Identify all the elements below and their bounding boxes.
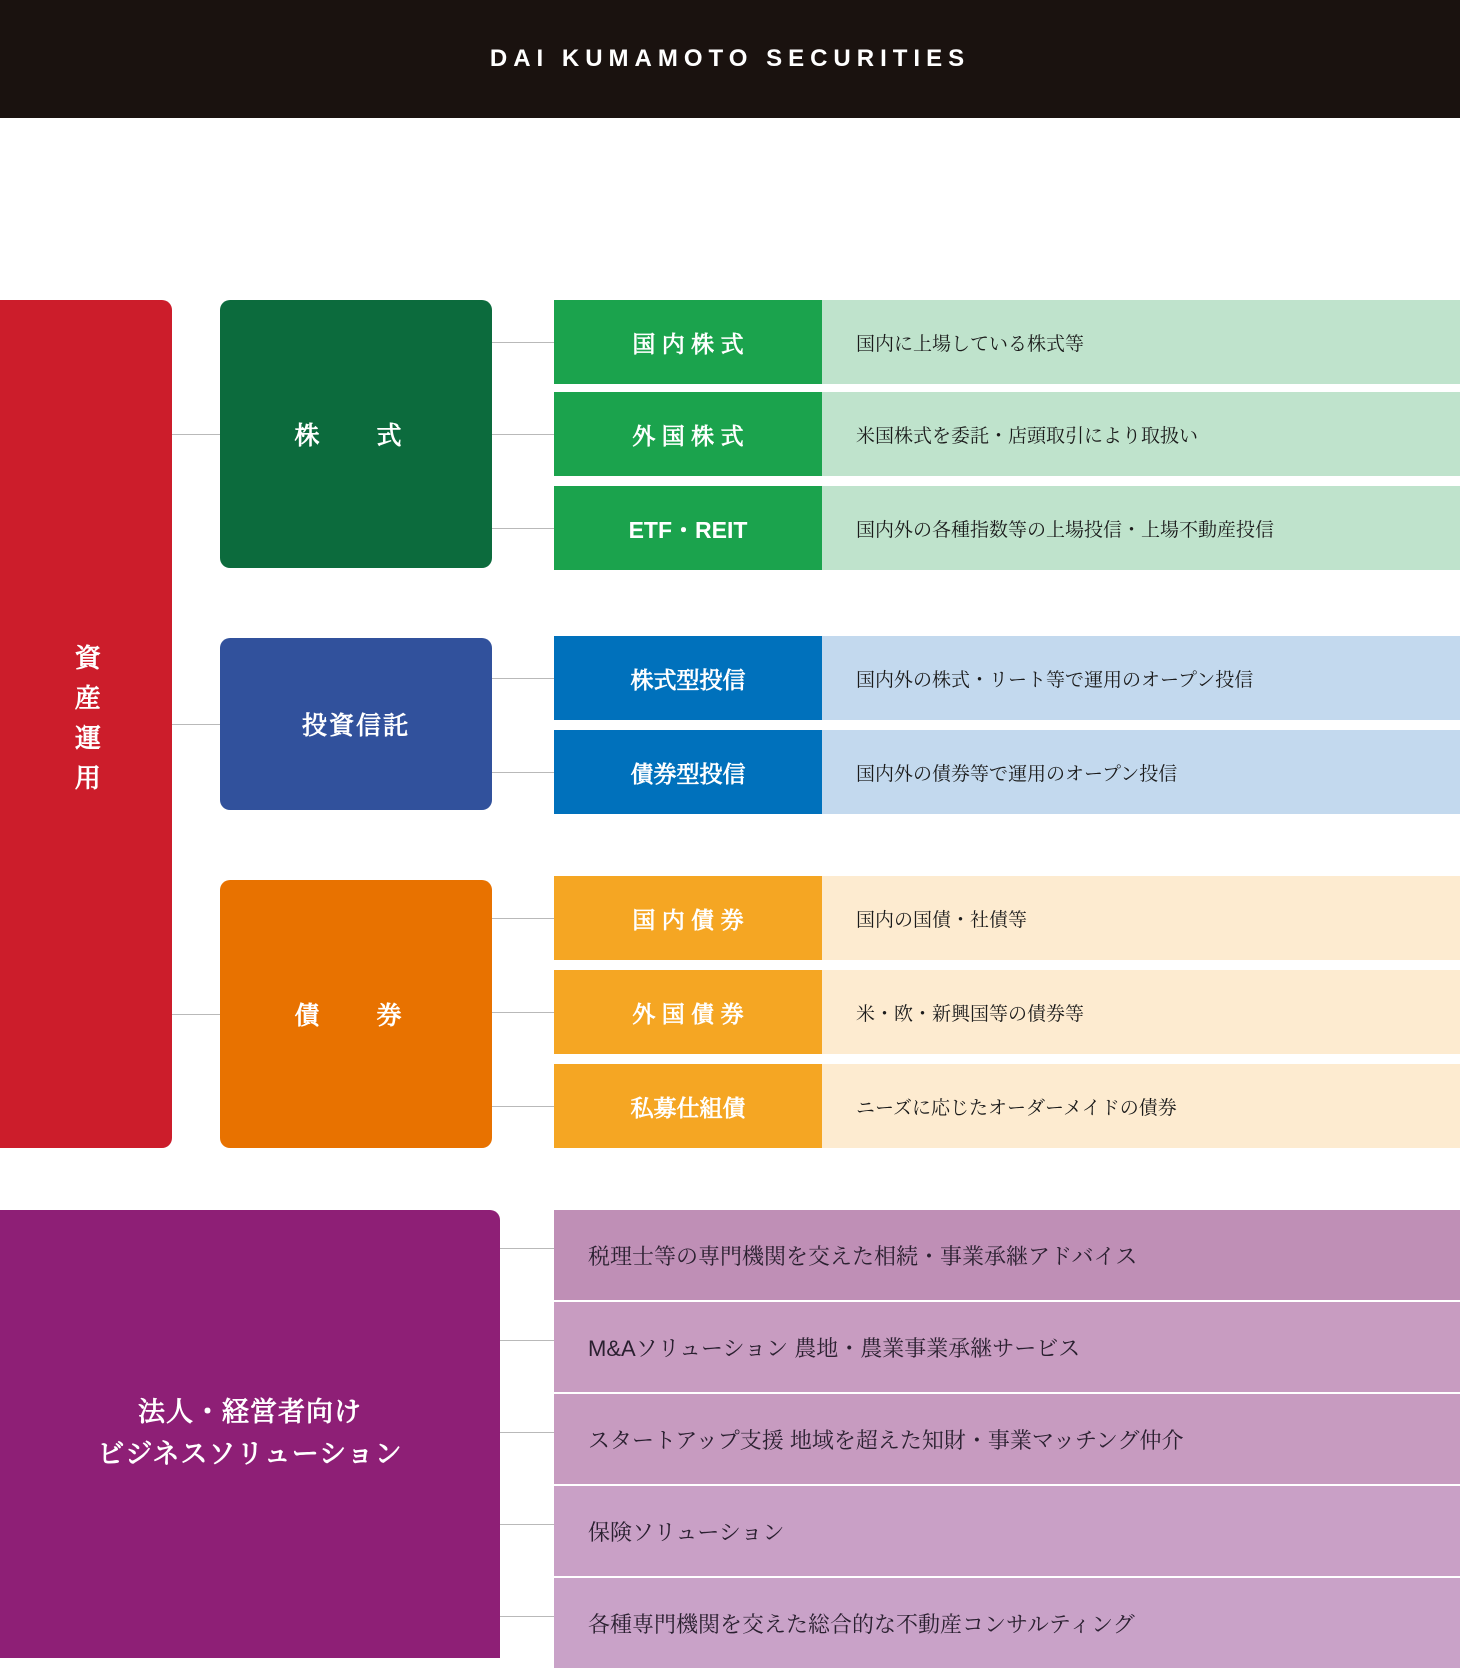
list-item: [554, 1486, 1460, 1576]
item-tag-label: ETF・REIT: [628, 516, 748, 543]
category-stocks: [220, 300, 492, 568]
connector-bonds-row2: [492, 1012, 554, 1013]
business-solution-root: [0, 1210, 500, 1658]
item-desc: [822, 486, 1460, 570]
category-investment-trusts-label: 投資信託: [301, 712, 410, 740]
item-tag-label: 株式型投信: [630, 666, 746, 693]
connector-business-row3: [500, 1432, 554, 1433]
item-tag-label: 国 内 株 式: [632, 330, 744, 357]
business-solution-label-line1: 法人・経営者向け: [138, 1397, 362, 1428]
item-desc: [822, 730, 1460, 814]
table-row: [554, 300, 1460, 384]
business-solution-label-line2: ビジネスソリューション: [97, 1439, 403, 1469]
table-row: [554, 970, 1460, 1054]
company-title: DAI KUMAMOTO SECURITIES: [489, 45, 971, 72]
list-item: [554, 1302, 1460, 1392]
table-row: [554, 730, 1460, 814]
connector-funds-row2: [492, 772, 554, 773]
item-tag-label: 外 国 債 券: [632, 1000, 744, 1027]
item-desc-label: ニーズに応じたオーダーメイドの債券: [856, 1097, 1177, 1119]
item-tag: [554, 486, 822, 570]
item-desc-label: 米国株式を委託・店頭取引により取扱い: [856, 425, 1199, 447]
list-item-label: 税理士等の専門機関を交えた相続・事業承継アドバイス: [588, 1243, 1138, 1269]
item-desc: [822, 970, 1460, 1054]
item-desc: [822, 1064, 1460, 1148]
item-tag-label: 国 内 債 券: [632, 906, 744, 933]
list-item-label: 保険ソリューション: [588, 1519, 785, 1545]
connector-l1-stocks: [172, 434, 220, 435]
asset-management-root: [0, 300, 172, 1148]
item-desc-label: 国内外の債券等で運用のオープン投信: [856, 763, 1178, 785]
asset-management-label: 資産運用: [71, 644, 102, 804]
connector-business-row4: [500, 1524, 554, 1525]
item-tag: [554, 876, 822, 960]
table-row: [554, 636, 1460, 720]
item-tag: [554, 970, 822, 1054]
item-desc-label: 国内に上場している株式等: [856, 333, 1085, 355]
list-item-label: M&Aソリューション 農地・農業事業承継サービス: [588, 1335, 1081, 1361]
item-tag: [554, 636, 822, 720]
table-row: [554, 486, 1460, 570]
category-investment-trusts: [220, 638, 492, 810]
list-item: [554, 1210, 1460, 1300]
item-tag: [554, 300, 822, 384]
connector-stocks-row2: [492, 434, 554, 435]
connector-funds-row1: [492, 678, 554, 679]
table-row: [554, 392, 1460, 476]
list-item: [554, 1578, 1460, 1668]
connector-stocks-row3: [492, 528, 554, 529]
item-tag: [554, 1064, 822, 1148]
table-row: [554, 876, 1460, 960]
connector-stocks-row1: [492, 342, 554, 343]
business-solution-label: [97, 1392, 402, 1476]
item-desc: [822, 300, 1460, 384]
table-row: [554, 1064, 1460, 1148]
item-desc: [822, 876, 1460, 960]
item-desc-label: 米・欧・新興国等の債券等: [856, 1003, 1085, 1025]
category-stocks-label: 株 式: [294, 422, 418, 450]
item-tag-label: 外 国 株 式: [632, 422, 744, 449]
item-desc-label: 国内外の株式・リート等で運用のオープン投信: [856, 669, 1254, 691]
connector-l1-bonds: [172, 1014, 220, 1015]
item-tag-label: 私募仕組債: [630, 1094, 746, 1121]
connector-business-row1: [500, 1248, 554, 1249]
item-tag: [554, 730, 822, 814]
connector-business-row2: [500, 1340, 554, 1341]
list-item-label: 各種専門機関を交えた総合的な不動産コンサルティング: [588, 1611, 1135, 1637]
item-tag: [554, 392, 822, 476]
category-bonds-label: 債 券: [294, 1002, 418, 1030]
item-desc-label: 国内外の各種指数等の上場投信・上場不動産投信: [856, 519, 1275, 541]
page-header: [0, 0, 1460, 118]
item-desc: [822, 636, 1460, 720]
list-item-label: スタートアップ支援 地域を超えた知財・事業マッチング仲介: [588, 1427, 1184, 1453]
connector-business-row5: [500, 1616, 554, 1617]
item-tag-label: 債券型投信: [630, 760, 746, 787]
connector-bonds-row1: [492, 918, 554, 919]
connector-l1-funds: [172, 724, 220, 725]
item-desc-label: 国内の国債・社債等: [856, 909, 1028, 931]
list-item: [554, 1394, 1460, 1484]
item-desc: [822, 392, 1460, 476]
category-bonds: [220, 880, 492, 1148]
connector-bonds-row3: [492, 1106, 554, 1107]
service-diagram: [0, 118, 1460, 1637]
